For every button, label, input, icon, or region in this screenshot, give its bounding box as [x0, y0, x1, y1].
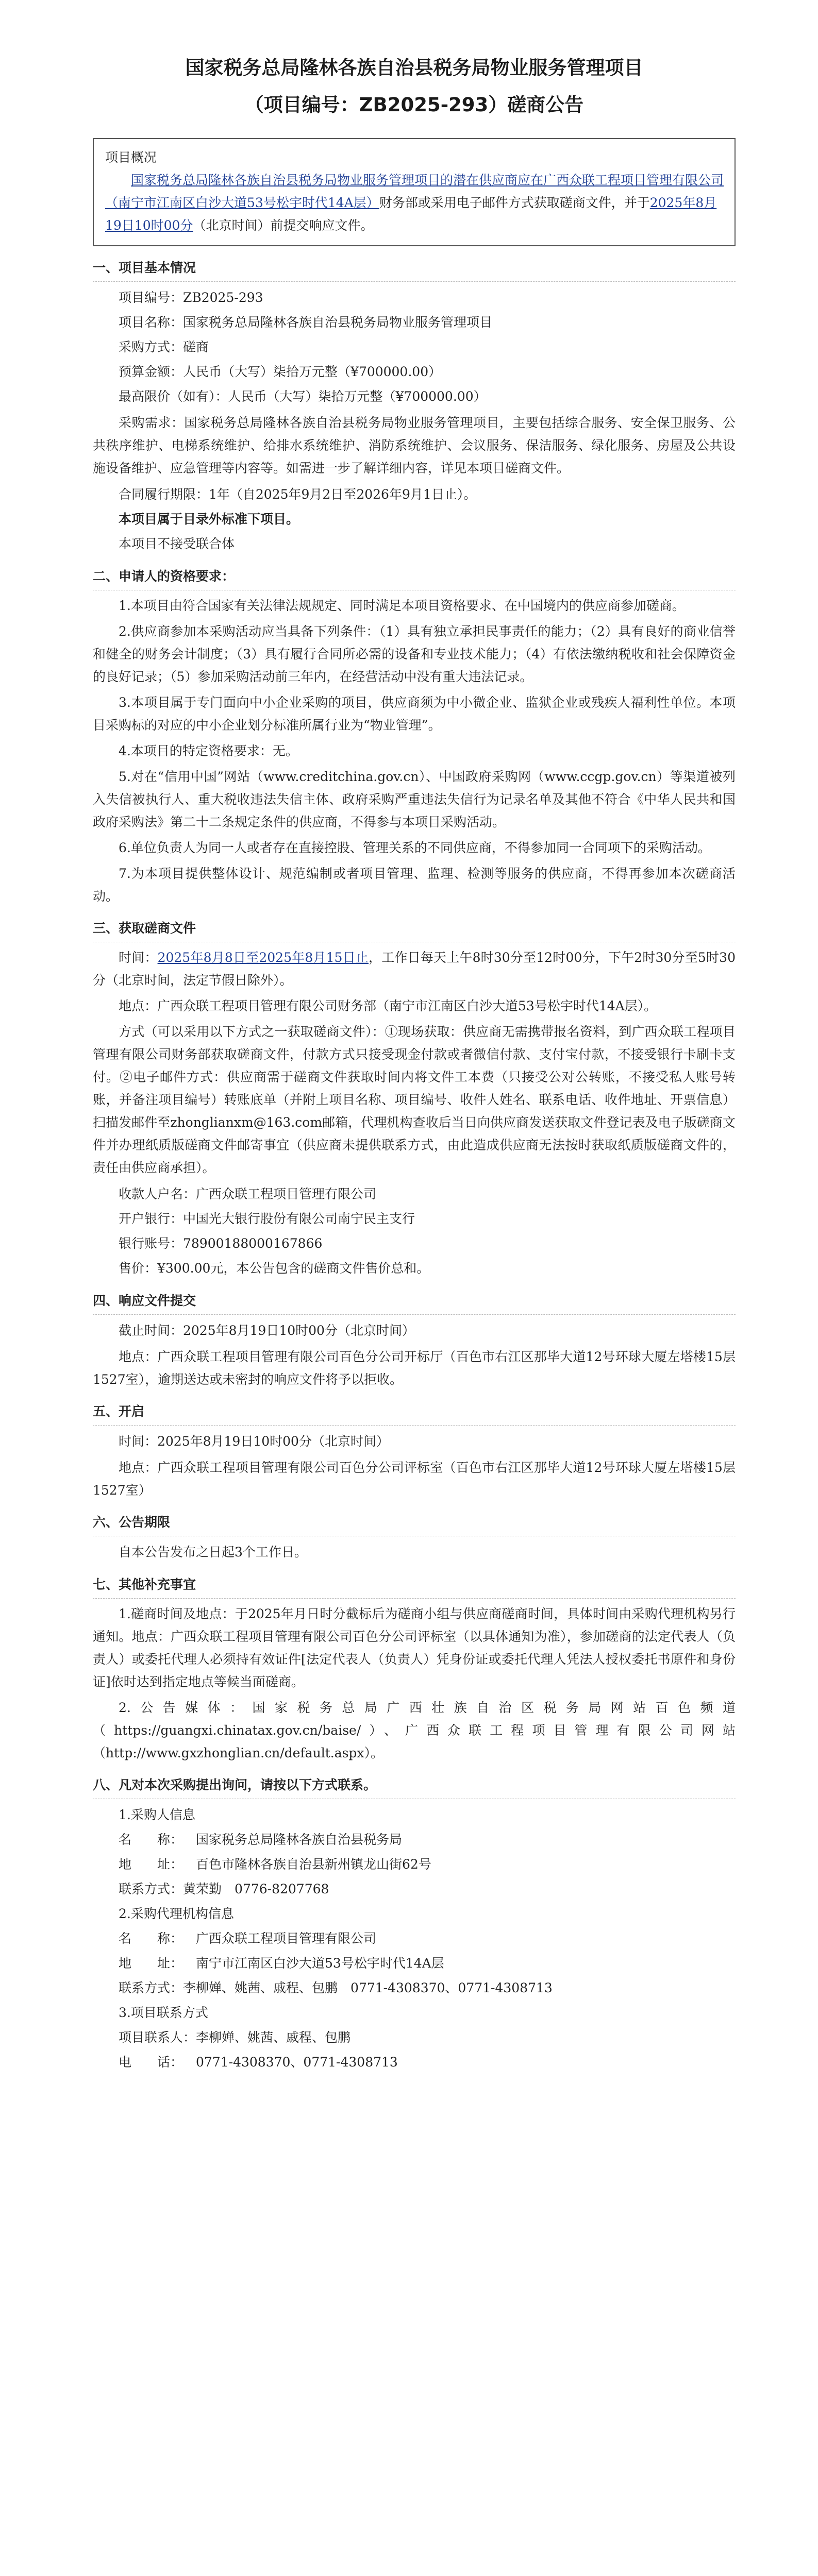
overview-text-a: 国家税务总局隆林各族自治县税务局物业服务管理项目的潜在供应商应在 — [131, 173, 544, 188]
qualification-item: 1.本项目由符合国家有关法律法规规定、同时满足本项目资格要求、在中国境内的供应商参加磋商。 — [119, 598, 685, 613]
page-title — [93, 49, 736, 124]
buyer-info-title: 1.采购人信息 — [119, 1807, 195, 1822]
no-consortium-note: 本项目不接受联合体 — [119, 536, 235, 551]
agent-name-label: 名 称： — [119, 1931, 183, 1946]
title-line-1: 国家税务总局隆林各族自治县税务局物业服务管理项目 — [185, 57, 643, 79]
account-number: 银行账号：78900188000167866 — [119, 1236, 323, 1251]
agent-name-value: 广西众联工程项目管理有限公司 — [196, 1931, 377, 1946]
section-6-heading: 六、公告期限 — [93, 1511, 736, 1536]
max-price: 最高限价（如有）：人民币（大写）柒拾万元整（¥700000.00） — [119, 389, 487, 404]
buyer-address-value: 百色市隆林各族自治县新州镇龙山街62号 — [196, 1857, 431, 1872]
procurement-demand: 采购需求：国家税务总局隆林各族自治县税务局物业服务管理项目，主要包括综合服务、安全保卫服务、公共秩序维护、电梯系统维护、给排水系统维护、消防系统维护、会议服务、保洁服务、绿化服务、房屋及公共设施设备维护、应急管理等内容等。如需进一步了解详细内容，详见本项目磋商文件。 — [93, 415, 736, 476]
project-contact-title: 3.项目联系方式 — [119, 2005, 208, 2020]
document-price: 售价：¥300.00元，本公告包含的磋商文件售价总和。 — [119, 1261, 430, 1276]
buyer-address-label: 地 址： — [119, 1857, 183, 1872]
bank-name: 开户银行：中国光大银行股份有限公司南宁民主支行 — [119, 1211, 415, 1226]
project-contact-people: 项目联系人：李柳婵、姚茜、戚程、包鹏 — [119, 2030, 351, 2045]
overview-text-b: 广西众联工程项目管理有限公司（南宁市江南区白沙大道53号松宇时代14A层） — [105, 173, 724, 210]
agent-address-row — [93, 1952, 736, 1975]
overview-text-e: （北京时间）前提交响应文件。 — [193, 218, 374, 233]
section-5-heading: 五、开启 — [93, 1400, 736, 1426]
opening-place: 地点：广西众联工程项目管理有限公司百色分公司评标室（百色市右江区那毕大道12号环球大厦左塔楼15层1527室） — [93, 1460, 736, 1498]
section-4-heading: 四、响应文件提交 — [93, 1290, 736, 1315]
not-reserved-note: 本项目属于目录外标准下项目。 — [119, 512, 299, 527]
qualification-item: 7.为本项目提供整体设计、规范编制或者项目管理、监理、检测等服务的供应商，不得再参加本次磋商活动。 — [93, 866, 736, 904]
publication-media: 2.公告媒体：国家税务总局广西壮族自治区税务局网站百色频道（https://guangxi.chinatax.gov.cn/baise/）、广西众联工程项目管理有限公司网站（http://www.gxzhonglian.cn/default.aspx）。 — [93, 1700, 736, 1760]
qualification-item: 4.本项目的特定资格要求：无。 — [119, 743, 298, 758]
agent-name-row — [93, 1927, 736, 1951]
section-1-heading: 一、项目基本情况 — [93, 257, 736, 282]
buyer-name-value: 国家税务总局隆林各族自治县税务局 — [196, 1832, 403, 1847]
section-2-heading: 二、申请人的资格要求： — [93, 565, 736, 590]
opening-time: 时间：2025年8月19日10时00分（北京时间） — [119, 1434, 389, 1449]
agent-contact: 联系方式：李柳婵、姚茜、戚程、包鹏 0771-4308370、0771-4308713 — [119, 1980, 553, 1995]
time-range: 2025年8月8日至2025年8月15日止 — [157, 950, 369, 965]
section-7-heading: 七、其他补充事宜 — [93, 1573, 736, 1599]
document-time — [93, 946, 736, 992]
title-line-2: （项目编号：ZB2025-293）磋商公告 — [244, 94, 584, 116]
qualification-item: 5.对在“信用中国”网站（www.creditchina.gov.cn）、中国政府采购网（www.ccgp.gov.cn）等渠道被列入失信被执行人、重大税收违法失信主体、政府采购严重违法失信行为记录名单及其他不符合《中华人民共和国政府采购法》第二十二条规定条件的供应商，不得参与本项目采购活动。 — [93, 769, 736, 829]
buyer-address-row — [93, 1853, 736, 1876]
section-3-heading: 三、获取磋商文件 — [93, 917, 736, 942]
project-overview-box — [93, 138, 736, 246]
project-number: 项目编号：ZB2025-293 — [119, 290, 263, 305]
buyer-name-label: 名 称： — [119, 1832, 183, 1847]
document-method: 方式（可以采用以下方式之一获取磋商文件）：①现场获取：供应商无需携带报名资料，到广西众联工程项目管理有限公司财务部获取磋商文件，付款方式只接受现金付款或者微信付款、支付宝付款，不接受银行卡刷卡支付。②电子邮件方式：供应商需于磋商文件获取时间内将文件工本费（只接受公对公转账，不接受私人账号转账，并备注项目编号）转账底单（并附上项目名称、项目编号、收件人姓名、联系电话、收件地址、开票信息）扫描发邮件至zhonglianxm@163.com邮箱，代理机构查收后当日向供应商发送获取文件登记表及电子版磋商文件并办理纸质版磋商文件邮寄事宜（供应商未提供联系方式，由此造成供应商无法按时获取纸质版磋商文件的，责任由供应商承担）。 — [93, 1024, 736, 1175]
agent-address-label: 地 址： — [119, 1956, 183, 1971]
negotiation-time-place: 1.磋商时间及地点：于2025年月日时分截标后为磋商小组与供应商磋商时间，具体时间由采购代理机构另行通知。地点：广西众联工程项目管理有限公司百色分公司评标室（以具体通知为准），参加磋商的法定代表人（负责人）或委托代理人必须持有效证件[法定代表人（负责人）凭身份证或委托代理人凭法人授权委托书原件和身份证]依时达到指定地点等候当面磋商。 — [93, 1606, 736, 1689]
qualification-item: 3.本项目属于专门面向中小企业采购的项目，供应商须为中小微企业、监狱企业或残疾人福利性单位。本项目采购标的对应的中小企业划分标准所属行业为“物业管理”。 — [93, 695, 736, 733]
contract-period: 合同履行期限：1年（自2025年9月2日至2026年9月1日止）。 — [119, 487, 477, 502]
budget-amount: 预算金额：人民币（大写）柒拾万元整（¥700000.00） — [119, 364, 442, 379]
qualification-item: 2.供应商参加本采购活动应当具备下列条件：（1）具有独立承担民事责任的能力；（2）具有良好的商业信誉和健全的财务会计制度；（3）具有履行合同所必需的设备和专业技术能力；（4）有依法缴纳税收和社会保障资金的良好记录；（5）参加采购活动前三年内，在经营活动中没有重大违法记录。 — [93, 624, 736, 684]
submission-deadline: 截止时间：2025年8月19日10时00分（北京时间） — [119, 1323, 415, 1338]
procurement-method: 采购方式：磋商 — [119, 340, 209, 354]
agent-info-title: 2.采购代理机构信息 — [119, 1906, 234, 1921]
account-name: 收款人户名：广西众联工程项目管理有限公司 — [119, 1187, 377, 1201]
submission-place: 地点：广西众联工程项目管理有限公司百色分公司开标厅（百色市右江区那毕大道12号环球大厦左塔楼15层1527室），逾期送达或未密封的响应文件将予以拒收。 — [93, 1349, 736, 1387]
agent-address-value: 南宁市江南区白沙大道53号松宇时代14A层 — [196, 1956, 444, 1971]
buyer-contact: 联系方式：黄荣勤 0776-8207768 — [119, 1882, 329, 1896]
section-8-heading: 八、凡对本次采购提出询问，请按以下方式联系。 — [93, 1774, 736, 1799]
time-detail: ，工作日每天上午8时30分至12时00分，下午2时30分至5时30分（北京时间，法定节假日除外）。 — [93, 950, 736, 988]
document-place: 地点：广西众联工程项目管理有限公司财务部（南宁市江南区白沙大道53号松宇时代14A层）。 — [119, 998, 657, 1013]
announcement-period: 自本公告发布之日起3个工作日。 — [119, 1545, 307, 1560]
project-phone-value: 0771-4308370、0771-4308713 — [196, 2055, 398, 2070]
overview-deadline: 2025年8月19日10时00分 — [105, 195, 717, 233]
overview-heading: 项目概况 — [105, 150, 157, 165]
project-name: 项目名称：国家税务总局隆林各族自治县税务局物业服务管理项目 — [119, 315, 493, 330]
time-label: 时间： — [119, 950, 158, 965]
overview-body — [105, 169, 726, 237]
qualification-item: 6.单位负责人为同一人或者存在直接控股、管理关系的不同供应商，不得参加同一合同项下的采购活动。 — [119, 840, 711, 855]
project-phone-label: 电 话： — [119, 2055, 183, 2070]
buyer-name-row — [93, 1828, 736, 1852]
overview-text-c: 财务部或采用电子邮件方式获取磋商文件，并于 — [379, 195, 650, 210]
project-phone-row — [93, 2050, 736, 2074]
